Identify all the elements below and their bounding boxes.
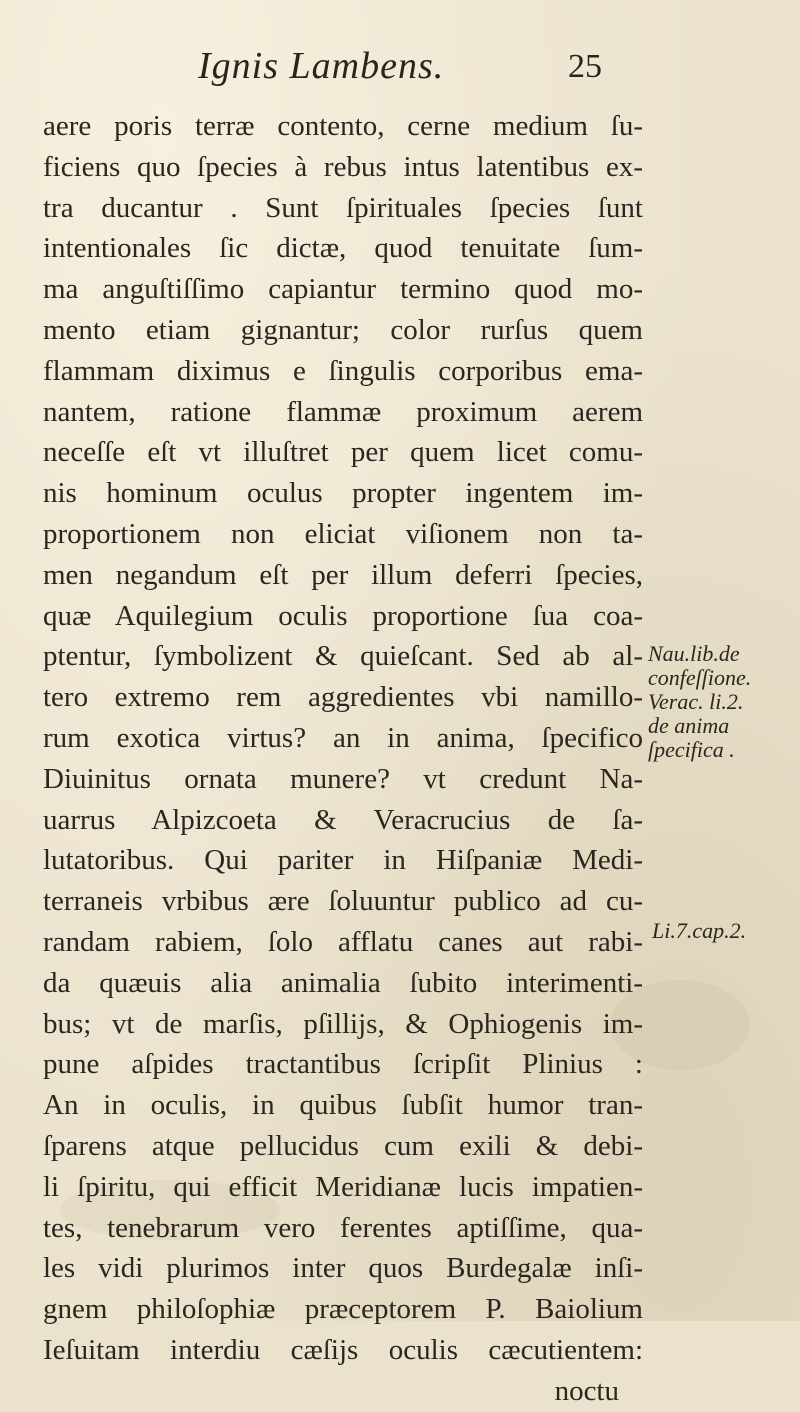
text-line: An in oculis, in quibus ſubſit humor tran- (43, 1089, 643, 1122)
body-text (43, 106, 643, 1412)
text-line: intentionales ſic dictæ, quod tenuitate ſum- (43, 232, 643, 265)
text-line: tero extremo rem aggredientes vbi namillo- (43, 681, 643, 714)
text-line: flammam diximus e ſingulis corporibus ema- (43, 354, 643, 387)
text-line: bus; vt de marſis, pſillijs, & Ophiogenis im- (43, 1007, 643, 1040)
text-line: ficiens quo ſpecies à rebus intus latentibus ex- (43, 150, 643, 183)
margin-note-line: ſpecifica . (648, 737, 735, 762)
margin-note-line: confeſſione. (648, 665, 752, 690)
text-line: ptentur, ſymbolizent & quieſcant. Sed ab al- (43, 640, 643, 673)
text-line: mento etiam gignantur; color rurſus quem (43, 313, 643, 346)
text-line: quæ Aquilegium oculis proportione ſua coa- (43, 599, 643, 632)
margin-note-pliny: Li.7.cap.2. (652, 918, 747, 943)
text-line: pune aſpides tractantibus ſcripſit Plinius : (43, 1048, 643, 1081)
text-line: randam rabiem, ſolo afflatu canes aut rabi- (43, 925, 643, 958)
text-line: aere poris terræ contento, cerne medium ſu- (43, 110, 643, 142)
text-line: neceſſe eſt vt illuſtret per quem licet comu- (43, 436, 643, 469)
page-header (0, 44, 800, 94)
text-line: uarrus Alpizcoeta & Veracrucius de ſa- (43, 803, 643, 836)
text-line: noctu (554, 1374, 619, 1407)
text-line: li ſpiritu, qui efficit Meridianæ lucis impatien- (43, 1170, 643, 1203)
margin-note-line: Verac. li.2. (648, 689, 744, 714)
text-line: gnem philoſophiæ præceptorem P. Baiolium (43, 1293, 643, 1326)
text-line: rum exotica virtus? an in anima, ſpecifico (43, 721, 643, 754)
text-line: ſparens atque pellucidus cum exili & debi- (43, 1129, 643, 1162)
text-line: nis hominum oculus propter ingentem im- (43, 477, 643, 510)
text-line: lutatoribus. Qui pariter in Hiſpaniæ Medi- (43, 844, 643, 877)
text-line: tes, tenebrarum vero ferentes aptiſſime, qua- (43, 1211, 643, 1244)
text-line: nantem, ratione flammæ proximum aerem (43, 395, 643, 428)
margin-note-line: de anima (648, 713, 730, 738)
page-number: 25 (568, 48, 602, 85)
text-line: Ieſuitam interdiu cæſijs oculis cæcutientem: (43, 1333, 643, 1366)
text-line: les vidi plurimos inter quos Burdegalæ inſi- (43, 1252, 643, 1285)
running-title: Ignis Lambens. (198, 45, 445, 87)
text-line: proportionem non eliciat viſionem non ta- (43, 517, 643, 550)
text-line: tra ducantur . Sunt ſpirituales ſpecies ſunt (43, 191, 643, 224)
text-line: men negandum eſt per illum deferri ſpecies, (43, 558, 643, 591)
text-line: terraneis vrbibus ære ſoluuntur publico ad cu- (43, 885, 643, 918)
margin-note-navarrus (648, 642, 796, 762)
text-line: da quæuis alia animalia ſubito interimenti- (43, 966, 643, 999)
text-line: ma anguſtiſſimo capiantur termino quod mo- (43, 273, 643, 306)
margin-note-line: Nau.lib.de (648, 641, 740, 666)
text-line: Diuinitus ornata munere? vt credunt Na- (43, 762, 643, 795)
